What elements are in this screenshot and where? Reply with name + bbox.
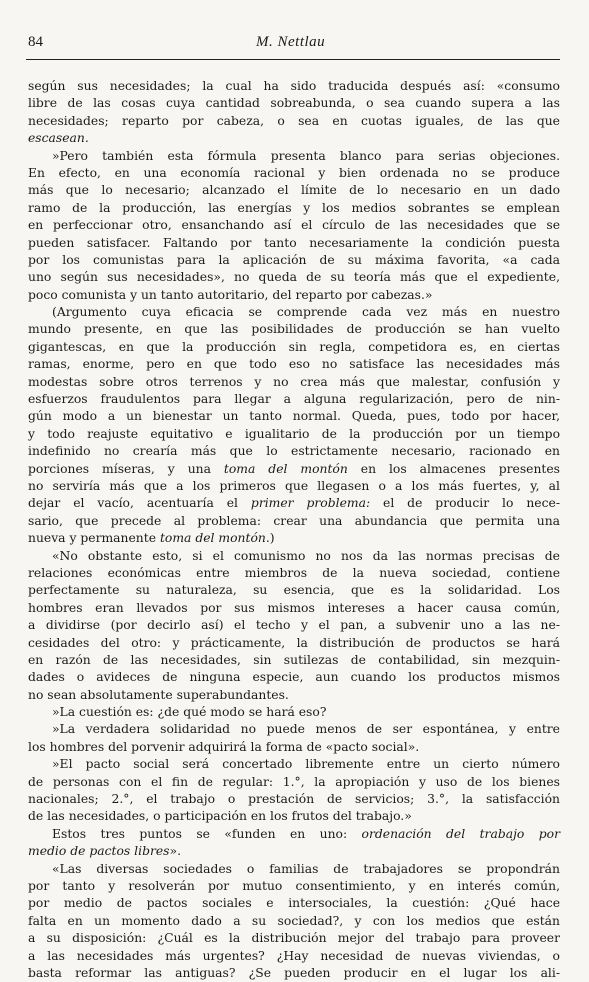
text-line: por tanto y resolverán por mutuo consentimiento, y en interés común, bbox=[28, 878, 560, 893]
text-line: nueva y permanente toma del montón.) bbox=[28, 531, 275, 546]
text-line: ramas, enorme, pero en que todo eso no satisface las necesidades más bbox=[28, 357, 560, 372]
text-line: a dividirse (por decirlo así) el techo y el pan, a subvenir uno a las ne- bbox=[28, 618, 560, 633]
text-line: relaciones económicas entre miembros de la nueva sociedad, contiene bbox=[28, 565, 560, 580]
text-line: Estos tres puntos se «funden en uno: ordenación del trabajo por bbox=[52, 826, 560, 841]
text-line: (Argumento cuya eficacia se comprende cada vez más en nuestro bbox=[52, 305, 560, 320]
page-header bbox=[26, 30, 560, 52]
text-line: a su disposición: ¿Cuál es la distribución mejor del trabajo para proveer bbox=[28, 931, 560, 946]
text-line: ramo de la producción, las energías y los medios sobrantes se emplean bbox=[28, 200, 560, 215]
text-line: hombres eran llevados por sus mismos intereses a hacer causa común, bbox=[28, 600, 560, 615]
text-line: sario, que precede al problema: crear una abundancia que permita una bbox=[28, 513, 560, 528]
text-line: »El pacto social será concertado libremente entre un cierto número bbox=[52, 757, 560, 772]
text-line: «No obstante esto, si el comunismo no nos da las normas precisas de bbox=[52, 548, 560, 563]
header-rule bbox=[26, 59, 560, 60]
text-line: de personas con el fin de regular: 1.°, la apropiación y uso de los bienes bbox=[28, 774, 560, 789]
text-line: poco comunista y un tanto autoritario, del reparto por cabezas.» bbox=[28, 287, 433, 302]
running-head: M. Nettlau bbox=[256, 34, 326, 50]
text-line: en perfeccionar otro, ensanchando así el círculo de las necesidades que se bbox=[28, 218, 560, 233]
text-line: nacionales; 2.°, el trabajo o prestación de servicios; 3.°, la satisfacción bbox=[28, 792, 560, 807]
text-line: indefinido no crearía más que lo estrictamente necesario, racionado en bbox=[28, 444, 560, 459]
text-line: falta en un momento dado a su sociedad?, y con los medios que están bbox=[28, 913, 560, 928]
text-line: necesidades; reparto por cabeza, o sea en cuotas iguales, de las que bbox=[28, 113, 560, 128]
text-line: según sus necesidades; la cual ha sido traducida después así: «consumo bbox=[28, 79, 560, 93]
text-line: no sean absolutamente superabundantes. bbox=[28, 687, 289, 702]
text-line: a las necesidades más urgentes? ¿Hay necesidad de nuevas viviendas, o bbox=[28, 948, 560, 963]
text-line: uno según sus necesidades», no queda de su teoría más que el expediente, bbox=[28, 270, 560, 285]
text-line: dades o avideces de ninguna especie, aun cuando los productos mismos bbox=[28, 670, 560, 685]
text-line: en razón de las necesidades, sin sutilezas de contabilidad, sin mezquin- bbox=[28, 652, 560, 667]
text-line: pueden satisfacer. Faltando por tanto necesariamente la condición puesta bbox=[28, 235, 560, 250]
text-line: por los comunistas para la aplicación de su máxima favorita, «a cada bbox=[28, 252, 560, 267]
page-number: 84 bbox=[28, 34, 43, 50]
book-page bbox=[26, 30, 561, 980]
text-line: »La verdadera solidaridad no puede menos de ser espontánea, y entre bbox=[52, 722, 560, 737]
text-line: no serviría más que a los primeros que llegasen o a los más fuertes, y, al bbox=[28, 478, 560, 493]
text-line: perfectamente su naturaleza, su esencia, que es la solidaridad. Los bbox=[28, 583, 560, 598]
text-line: los hombres del porvenir adquirirá la forma de «pacto social». bbox=[28, 739, 420, 754]
text-line: gún modo a un bienestar un tanto normal. Queda, pues, todo por hacer, bbox=[28, 409, 560, 424]
text-line: escasean. bbox=[28, 131, 89, 146]
text-line: por medio de pactos sociales e intersociales, la cuestión: ¿Qué hace bbox=[28, 896, 560, 911]
text-line: dejar el vacío, acentuaría el primer problema: el de producir lo nece- bbox=[28, 496, 560, 511]
text-line: »La cuestión es: ¿de qué modo se hará eso? bbox=[52, 705, 327, 720]
text-line: «Las diversas sociedades o familias de trabajadores se propondrán bbox=[52, 861, 560, 876]
text-line: esfuerzos fraudulentos para llegar a alguna regularización, pero de nin- bbox=[28, 392, 560, 407]
body-text bbox=[28, 78, 560, 982]
text-line: libre de las cosas cuya cantidad sobreabunda, o sea cuando supera a las bbox=[28, 96, 560, 111]
text-line: y todo reajuste equitativo e igualitario de la producción por un tiempo bbox=[28, 426, 560, 441]
text-line: de las necesidades, o participación en los frutos del trabajo.» bbox=[28, 809, 412, 824]
text-line: modestas sobre otros terrenos y no crea más que malestar, confusión y bbox=[28, 374, 560, 389]
text-line: gigantescas, en que la producción sin regla, competidora es, en ciertas bbox=[28, 339, 560, 354]
text-line: medio de pactos libres». bbox=[28, 844, 181, 859]
text-line: basta reformar las antiguas? ¿Se pueden producir en el lugar los ali- bbox=[28, 965, 560, 980]
text-line: porciones míseras, y una toma del montón en los almacenes presentes bbox=[28, 461, 561, 476]
text-line: »Pero también esta fórmula presenta blanco para serias objeciones. bbox=[52, 148, 560, 163]
text-line: más que lo necesario; alcanzado el límite de lo necesario en un dado bbox=[28, 183, 560, 198]
text-line: mundo presente, en que las posibilidades de producción se han vuelto bbox=[28, 322, 560, 337]
text-line: cesidades del otro: y prácticamente, la distribución de productos se hará bbox=[28, 635, 560, 650]
text-line: En efecto, en una economía racional y bien ordenada no se produce bbox=[28, 165, 560, 180]
